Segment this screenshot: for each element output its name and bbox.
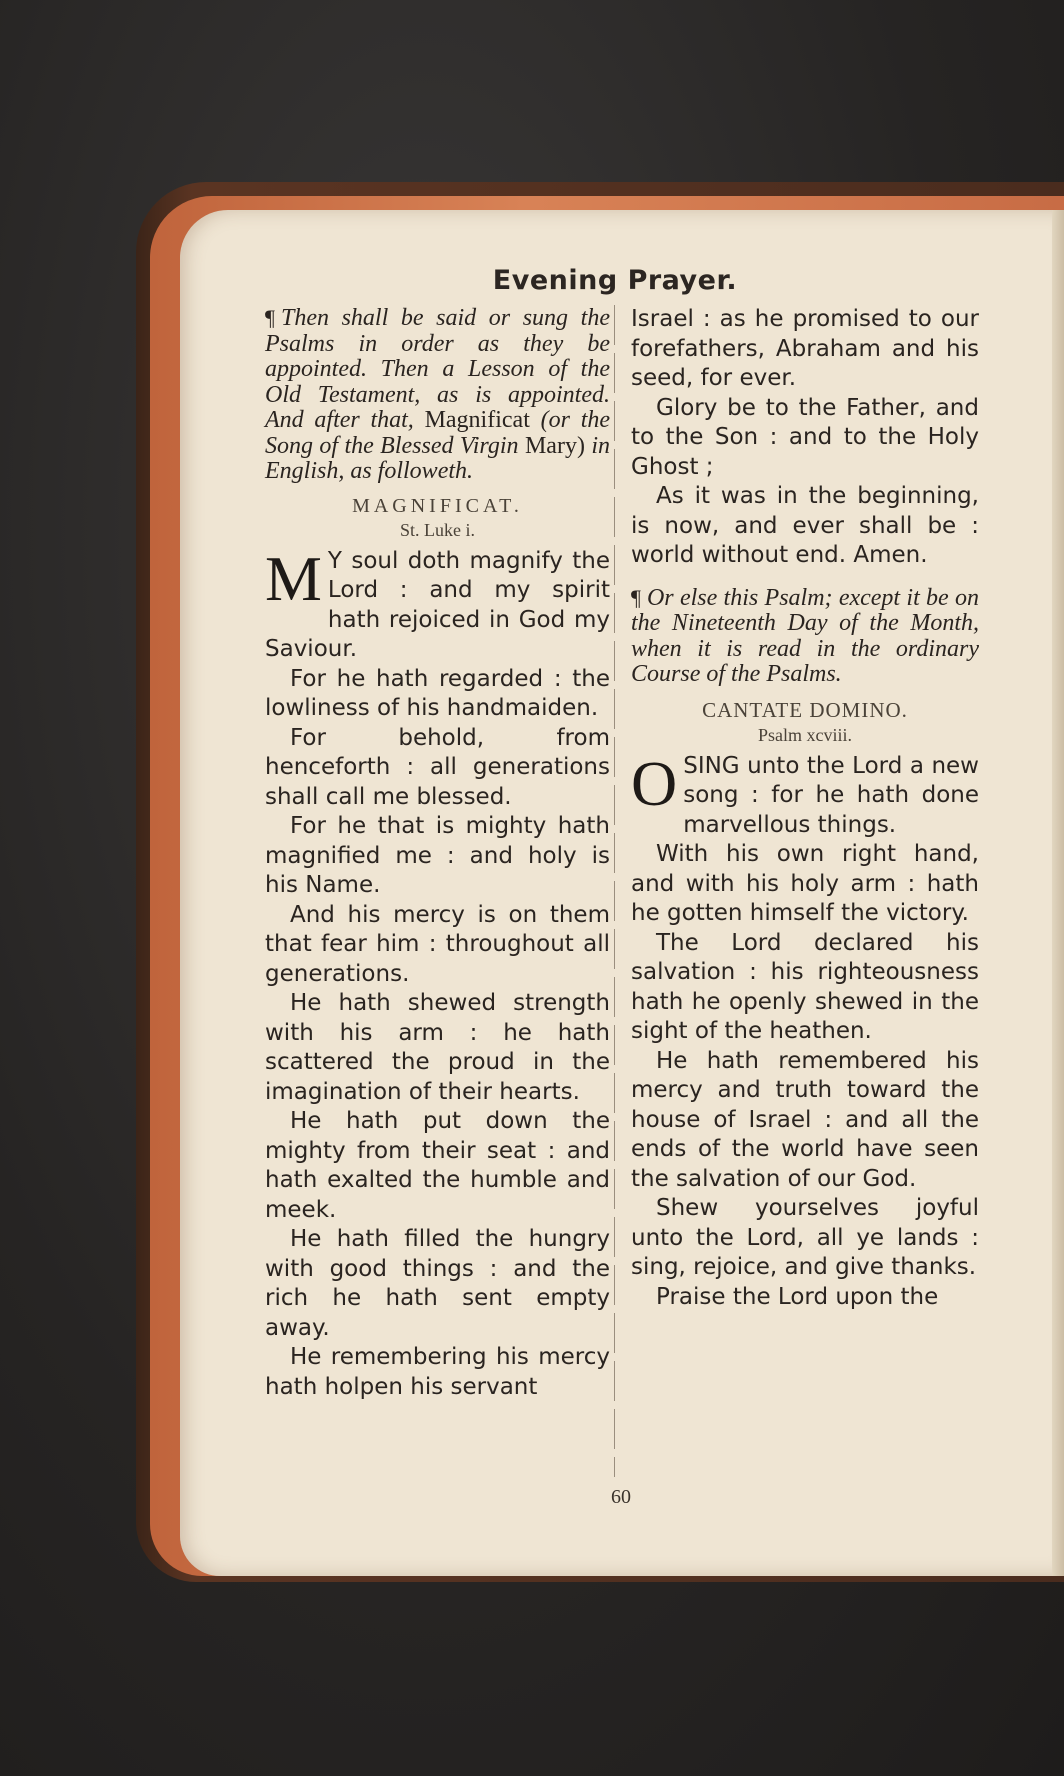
pilcrow-icon: ¶ <box>265 305 275 330</box>
left-column <box>265 305 610 1402</box>
verse: With his own right hand, and with his holy arm : hath he gotten himself the victory. <box>631 841 979 926</box>
rubric <box>631 585 979 688</box>
page-gutter <box>1052 210 1064 1576</box>
verse: Praise the Lord upon the <box>656 1283 939 1310</box>
rubric-magnificat: Magnificat <box>424 407 530 433</box>
rubric-text: in English, as followeth. <box>265 432 611 484</box>
verse: He hath put down the mighty from their seat : and hath exalted the humble and meek. <box>265 1108 610 1223</box>
drop-cap: O <box>631 747 678 819</box>
canticle-reference: St. Luke i. <box>400 519 475 540</box>
verse <box>265 542 610 665</box>
verse: He hath remembered his mercy and truth toward the house of Israel : and all the ends of the world have seen the salvation of our God. <box>631 1047 979 1192</box>
rubric-mary: Mary) <box>524 432 585 459</box>
verse: Shew yourselves joyful unto the Lord, all ye lands : sing, rejoice, and give thanks. <box>631 1195 979 1280</box>
verse-continuation: Israel : as he promised to our forefathers, Abraham and his seed, for ever. <box>631 306 979 391</box>
verse: He hath shewed strength with his arm : he hath scattered the proud in the imagination of their hearts. <box>265 990 610 1105</box>
verse: And his mercy is on them that fear him : throughout all generations. <box>265 901 610 987</box>
verse: For behold, from henceforth : all generations shall call me blessed. <box>265 724 610 810</box>
rubric <box>265 305 610 485</box>
rubric-text: the Song of the Blessed Virgin <box>265 407 611 459</box>
canticle-title: MAGNIFICAT. <box>352 494 523 517</box>
canticle-reference: Psalm xcviii. <box>758 724 852 745</box>
verse: The Lord declared his salvation : his righteousness hath he openly shewed in the sight of the heathen. <box>631 929 979 1044</box>
pilcrow-icon: ¶ <box>631 584 641 610</box>
gloria-verse: As it was in the beginning, is now, and ever shall be : world without end. Amen. <box>631 483 979 568</box>
page-number: 60 <box>611 1486 631 1508</box>
rubric-text: Then shall be said or sung the Psalms in order as they be appointed. Then a Lesson of the Old Testament, as is appointed. And after that, <box>265 305 610 433</box>
page-header: Evening Prayer. <box>492 265 738 296</box>
canticle-title: CANTATE DOMINO. <box>702 697 908 722</box>
verse: He hath filled the hungry with good things : and the rich he hath sent empty away. <box>265 1226 610 1341</box>
verse-text: Y soul doth magnify the Lord : and my spirit hath rejoiced in God my Saviour. <box>265 547 610 662</box>
verse: For he that is mighty hath magnified me : and holy is his Name. <box>265 813 610 898</box>
rubric-text: (or <box>540 407 570 433</box>
gloria-verse: Glory be to the Father, and to the Son : and to the Holy Ghost ; <box>631 394 979 480</box>
verse: He remembering his mercy hath holpen his servant <box>265 1344 610 1400</box>
drop-cap: M <box>265 542 322 614</box>
verse: For he hath regarded : the lowliness of his handmaiden. <box>265 665 610 721</box>
verse <box>631 747 979 841</box>
verse-text: SING unto the Lord a new song : for he hath done marvellous things. <box>683 752 979 838</box>
right-column <box>631 305 979 1312</box>
column-divider <box>614 305 615 1477</box>
rubric-text: Or else this Psalm; except it be on the Nineteenth Day of the Month, when it is read in the ordinary Course of the Psalms. <box>631 584 979 687</box>
